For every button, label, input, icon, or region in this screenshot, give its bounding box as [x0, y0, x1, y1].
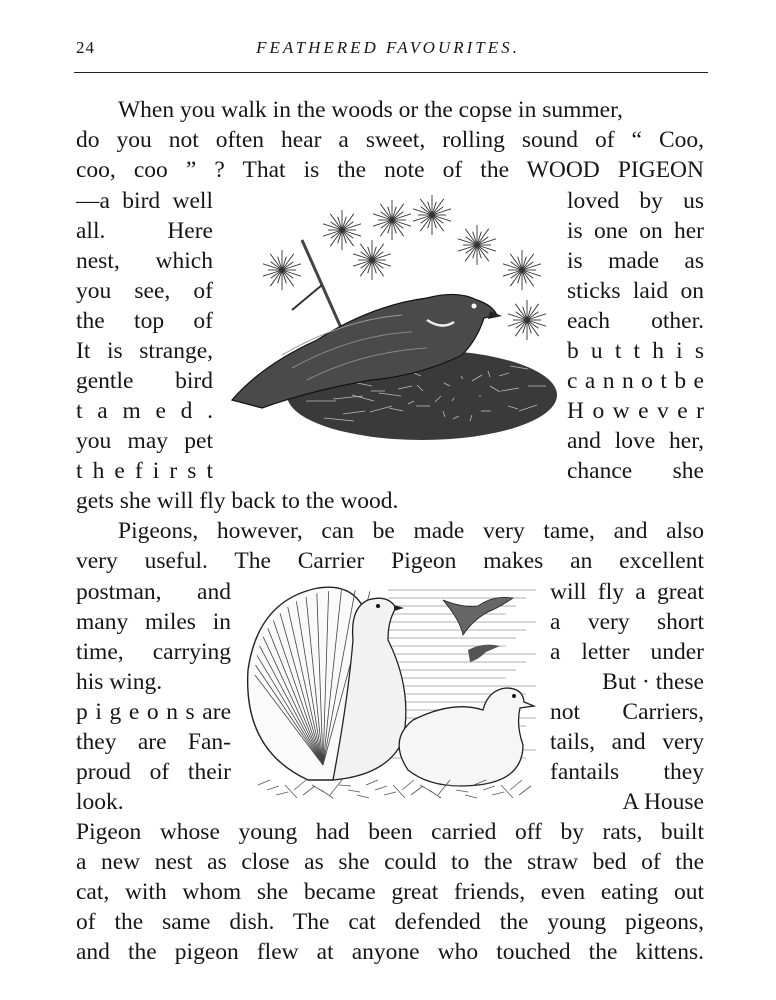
- right-column-line: a letter under: [550, 639, 704, 665]
- left-column-line: time, carrying: [76, 639, 231, 665]
- right-column-line: A House: [622, 789, 704, 815]
- left-column-line: the top of: [76, 308, 213, 334]
- page-number: 24: [76, 38, 95, 57]
- left-column-line: they are Fan-: [76, 729, 231, 755]
- right-column-line: not Carriers,: [550, 699, 704, 725]
- right-column-line: loved by us: [567, 188, 704, 214]
- fantail-pigeons-engraving: [238, 580, 536, 808]
- left-column-line: t a m e d .: [76, 398, 213, 424]
- left-column-line: It is strange,: [76, 338, 213, 364]
- text-line: When you walk in the woods or the copse in summer,: [118, 97, 623, 123]
- text-line: Pigeons, however, can be made very tame, and also: [118, 518, 704, 544]
- right-column-line: and love her,: [567, 428, 704, 454]
- right-column-line: c a n n o t b e: [567, 368, 704, 394]
- right-column-line: chance she: [567, 458, 704, 484]
- header-rule: [74, 72, 708, 73]
- left-column-line: you may pet: [76, 428, 213, 454]
- left-column-line: nest, which: [76, 248, 213, 274]
- right-column-line: a very short: [550, 609, 704, 635]
- left-column-line: look.: [76, 789, 124, 815]
- right-column-line: sticks laid on: [567, 278, 704, 304]
- left-column-line: his wing.: [76, 669, 163, 695]
- left-column-line: t h e f i r s t: [76, 458, 213, 484]
- text-line: and the pigeon flew at anyone who touched the kittens.: [76, 939, 704, 965]
- left-column-line: postman, and: [76, 579, 231, 605]
- right-column-line: But · these: [602, 669, 704, 695]
- text-line: of the same dish. The cat defended the young pigeons,: [76, 909, 704, 935]
- right-column-line: tails, and very: [550, 729, 704, 755]
- right-column-line: is one on her: [567, 218, 704, 244]
- right-column-line: b u t t h i s: [567, 338, 704, 364]
- left-column-line: proud of their: [76, 759, 231, 785]
- right-column-line: fantails they: [550, 759, 704, 785]
- right-column-line: is made as: [567, 248, 704, 274]
- right-column-line: each other.: [567, 308, 704, 334]
- running-title: FEATHERED FAVOURITES.: [256, 38, 520, 57]
- right-column-line: H o w e v e r: [567, 398, 704, 424]
- text-line: Pigeon whose young had been carried off by rats, built: [76, 819, 704, 845]
- left-column-line: many miles in: [76, 609, 231, 635]
- text-line: very useful. The Carrier Pigeon makes an excellent: [76, 548, 704, 574]
- text-line: do you not often hear a sweet, rolling sound of “ Coo,: [76, 127, 704, 153]
- text-line: a new nest as close as she could to the straw bed of the: [76, 849, 704, 875]
- left-column-line: —a bird well: [76, 188, 213, 214]
- right-column-line: will fly a great: [550, 579, 704, 605]
- text-line: coo, coo ” ? That is the note of the WOOD PIGEON: [76, 157, 704, 183]
- left-column-line: you see, of: [76, 278, 213, 304]
- text-line: cat, with whom she became great friends, even eating out: [76, 879, 704, 905]
- left-column-line: gentle bird: [76, 368, 213, 394]
- text-line: gets she will fly back to the wood.: [76, 488, 399, 514]
- left-column-line: all. Here: [76, 218, 213, 244]
- left-column-line: p i g e o n s are: [76, 699, 231, 725]
- wood-pigeon-on-nest-engraving: [222, 190, 560, 480]
